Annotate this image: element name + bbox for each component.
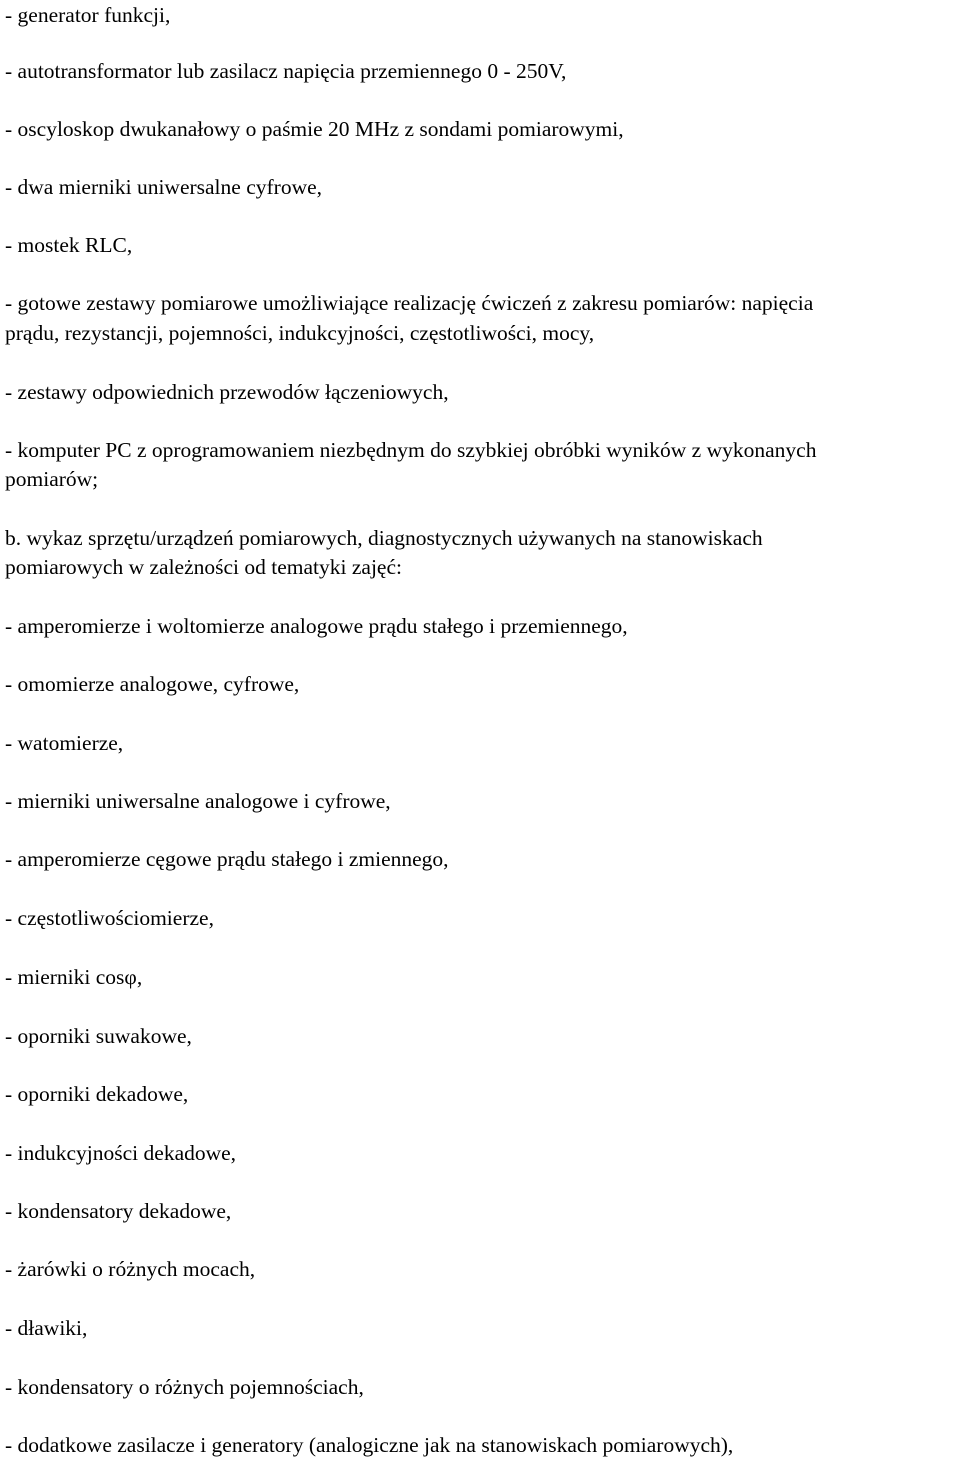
section-heading: b. wykaz sprzętu/urządzeń pomiarowych, diagnostycznych używanych na stanowiskach bbox=[5, 526, 763, 550]
list-item: - amperomierze cęgowe prądu stałego i zmiennego, bbox=[5, 847, 449, 871]
list-item: - komputer PC z oprogramowaniem niezbędnym do szybkiej obróbki wyników z wykonanych bbox=[5, 438, 817, 462]
list-item: - żarówki o różnych mocach, bbox=[5, 1257, 256, 1281]
list-item: - dławiki, bbox=[5, 1316, 88, 1340]
section-heading-continuation: pomiarowych w zależności od tematyki zajęć: bbox=[5, 555, 402, 579]
list-item: - mierniki uniwersalne analogowe i cyfrowe, bbox=[5, 789, 391, 813]
list-item: - amperomierze i woltomierze analogowe prądu stałego i przemiennego, bbox=[5, 614, 628, 638]
list-item: - częstotliwościomierze, bbox=[5, 906, 214, 930]
list-item-continuation: pomiarów; bbox=[5, 467, 99, 491]
list-item: - indukcyjności dekadowe, bbox=[5, 1141, 237, 1165]
list-item: - kondensatory dekadowe, bbox=[5, 1199, 232, 1223]
list-item: - dodatkowe zasilacze i generatory (analogiczne jak na stanowiskach pomiarowych), bbox=[5, 1433, 734, 1457]
list-item: - zestawy odpowiednich przewodów łączeniowych, bbox=[5, 380, 449, 404]
list-item: - autotransformator lub zasilacz napięcia przemiennego 0 - 250V, bbox=[5, 59, 567, 83]
list-item: - mierniki cosφ, bbox=[5, 965, 143, 989]
list-item: - omomierze analogowe, cyfrowe, bbox=[5, 672, 300, 696]
list-item: - dwa mierniki uniwersalne cyfrowe, bbox=[5, 175, 323, 199]
list-item: - gotowe zestawy pomiarowe umożliwiające realizację ćwiczeń z zakresu pomiarów: napięcia bbox=[5, 291, 814, 315]
list-item-continuation: prądu, rezystancji, pojemności, indukcyjności, częstotliwości, mocy, bbox=[5, 321, 595, 345]
list-item: - oporniki dekadowe, bbox=[5, 1082, 189, 1106]
list-item: - generator funkcji, bbox=[5, 3, 171, 27]
list-item: - kondensatory o różnych pojemnościach, bbox=[5, 1375, 364, 1399]
list-item: - watomierze, bbox=[5, 731, 124, 755]
list-item: - oporniki suwakowe, bbox=[5, 1024, 192, 1048]
list-item: - mostek RLC, bbox=[5, 233, 133, 257]
list-item: - oscyloskop dwukanałowy o paśmie 20 MHz z sondami pomiarowymi, bbox=[5, 117, 624, 141]
